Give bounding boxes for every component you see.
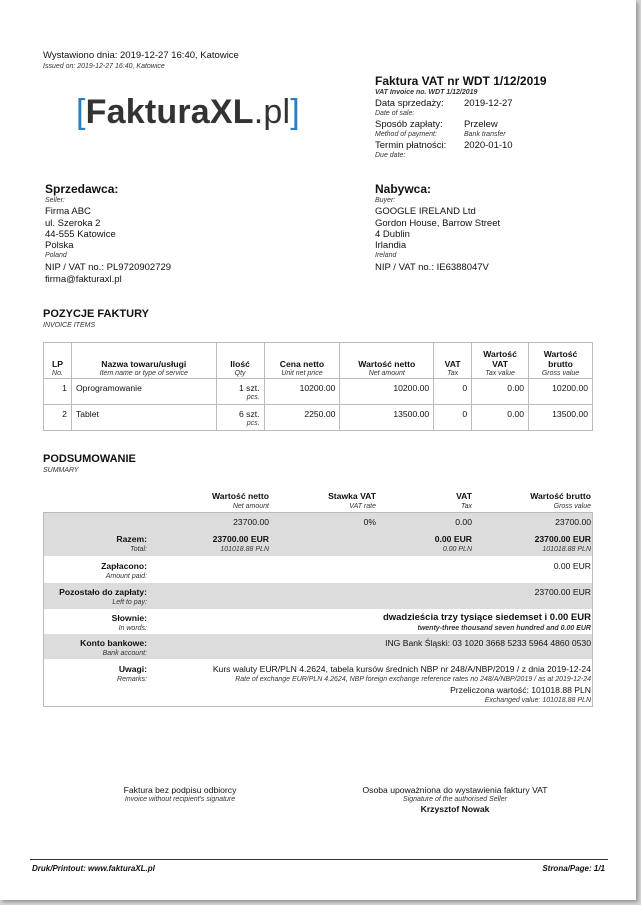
due-date-value: 2020-01-10 [464,140,513,151]
buyer-title: Nabywca: [375,182,432,196]
sale-date-label: Data sprzedaży: [375,98,444,109]
signature-right: Osoba upoważniona do wystawienia faktury VAT [362,785,548,795]
col-lp: LP No. [44,343,72,379]
summary-title: PODSUMOWANIE [43,453,136,465]
footer-divider [30,859,608,860]
buyer-name: GOOGLE IRELAND Ltd [375,206,476,217]
paid-value: 0.00 EUR [553,561,591,571]
col-gross: Wartość brutto Gross value [529,343,593,379]
seller-street: ul. Szeroka 2 [45,218,101,229]
items-title: POZYCJE FAKTURY [43,308,149,320]
sum-head-rate: Stawka VAT [328,491,376,501]
sum-head-vat: VAT [456,491,472,501]
payment-method-sub: Method of payment: [375,131,437,138]
buyer-country: Irlandia [375,240,407,251]
invoice-title: Faktura VAT nr WDT 1/12/2019 [375,74,547,88]
bank-value: ING Bank Śląski: 03 1020 3668 5233 5964 4860 0530 [385,638,591,648]
seller-country: Polska [45,240,74,251]
invoice-page: Wystawiono dnia: 2019-12-27 16:40, Katowice Issued on: 2019-12-27 16:40, Katowice [FakturaXL.pl] Faktura VAT nr WDT 1/12/2019 VAT Invoice no. WDT 1/12/2019 Data sprzedaży: 2019-12-27 Date of sale: Sposób zapłaty: Przelew Method of payment: Bank transfer Termin płatności: 2020-01-10 Due date: Sprzedawca: Seller: Firma ABC ul. Szeroka 2 44-555 Katowice Polska Poland NIP / VAT no.: PL9720902729 firma@fakturaxl.pl Nabywca: Buyer: GOOGLE IRELAND Ltd Gordon House, Barrow Street 4 Dublin Irlandia Ireland NIP / VAT no.: IE6388047V POZYCJE FAKTURY INVOICE ITEMS LP No. Nazwa towaru/usługi Item name or type of service Ilość Qty Cena netto Unit net price Wartość netto Net amount VAT Tax Wartość VAT Tax value Wartość brutto Gross value 1 Oprogramowanie 1 szt. pcs. 10200.00 10200.00 0 0.00 10200.00 2 Tablet 6 szt. pcs. 2250.00 13500.00 0 0.00 13500.00 PODSUMOWANIE SUMMARY Wartość netto Net amount Stawka VAT VAT rate VAT Tax Wartość brutto Gross value 23700.00 0% 0.00 23700.00 Razem: Total: 23700.00 EUR 101018.88 PLN 0.00 EUR 0.00 PLN 23700.00 EUR 101018.88 PLN Zapłacono: Amount paid: 0.00 EUR Pozostało do zapłaty: Left to pay: 23700.00 EUR Słownie: In words: dwadzieścia trzy tysiące siedemset i 0.00 EUR twenty-three thousand seven hundred and 0.00 EUR Konto bankowe: Bank account: ING Bank Śląski: 03 1020 3668 5233 5964 4860 0530 Uwagi: Remarks: Kurs waluty EUR/PLN 4.2624, tabela kursów średnich NBP nr 248/A/NBP/2019 / z dnia 2019-12-24 Rate of exchange EUR/PLN 4.2624, NBP foreign exchange reference rates no 248/A/NBP/2019 / as at 2019-12-24 Przeliczona wartość: 101018.88 PLN Exchanged value: 101018.88 PLN Faktura bez podpisu odbiorcy Invoice without recipient's signature Osoba upoważniona do wystawienia faktury VAT Signature of the authorised Seller Krzysztof Nowak Druk/Printout: www.fakturaXL.pl Strona/Page: 1/1 [0,0,636,900]
left-to-pay-value: 23700.00 EUR [534,587,591,597]
footer-printout: Druk/Printout: www.fakturaXL.pl [32,864,155,873]
buyer-sub: Buyer: [375,197,396,204]
payment-method-label: Sposób zapłaty: [375,119,443,130]
sale-date-value: 2019-12-27 [464,98,513,109]
buyer-city: 4 Dublin [375,229,410,240]
seller-name: Firma ABC [45,206,91,217]
payment-method-value-sub: Bank transfer [464,131,506,138]
table-row: 2 Tablet 6 szt. pcs. 2250.00 13500.00 0 0.00 13500.00 [44,405,593,431]
signatory-name: Krzysztof Nowak [420,804,490,814]
seller-title: Sprzedawca: [45,182,119,196]
col-unit-price: Cena netto Unit net price [264,343,340,379]
items-header-row [44,343,593,379]
remarks-line2: Przeliczona wartość: 101018.88 PLN [450,685,591,695]
left-to-pay-label: Pozostało do zapłaty: [59,587,147,597]
seller-city: 44-555 Katowice [45,229,116,240]
words-value: dwadzieścia trzy tysiące siedemset i 0.00 EUR [382,612,591,623]
buyer-country-sub: Ireland [375,252,397,259]
issue-sub: Issued on: 2019-12-27 16:40, Katowice [43,63,165,70]
remarks-line1: Kurs waluty EUR/PLN 4.2624, tabela kursów średnich NBP nr 248/A/NBP/2019 / z dnia 2019-12-24 [212,664,591,674]
invoice-title-sub: VAT Invoice no. WDT 1/12/2019 [375,89,478,96]
words-label: Słownie: [111,613,147,623]
seller-email: firma@fakturaxl.pl [45,274,122,285]
due-date-sub: Due date: [375,152,406,159]
seller-vat: NIP / VAT no.: PL9720902729 [45,262,172,273]
issue-line: Wystawiono dnia: 2019-12-27 16:40, Katowice [43,50,239,61]
col-vat: VAT Tax [434,343,472,379]
seller-sub: Seller: [45,197,65,204]
col-net: Wartość netto Net amount [340,343,434,379]
col-name: Nazwa towaru/usługi Item name or type of service [71,343,216,379]
table-row: 1 Oprogramowanie 1 szt. pcs. 10200.00 10200.00 0 0.00 10200.00 [44,379,593,405]
col-qty: Ilość Qty [216,343,264,379]
footer-page: Strona/Page: 1/1 [542,864,605,873]
bank-label: Konto bankowe: [80,638,147,648]
sum-head-gross: Wartość brutto [530,491,591,501]
due-date-label: Termin płatności: [375,140,447,151]
payment-method-value: Przelew [464,119,498,130]
seller-country-sub: Poland [45,252,67,259]
items-table [43,342,593,431]
items-sub: INVOICE ITEMS [43,322,96,329]
fakturaxl-logo: [FakturaXL.pl] [76,93,300,131]
col-vat-value: Wartość VAT Tax value [472,343,529,379]
sale-date-sub: Date of sale: [375,110,415,117]
buyer-vat: NIP / VAT no.: IE6388047V [375,262,489,273]
remarks-label: Uwagi: [118,664,147,674]
signature-left: Faktura bez podpisu odbiorcy [123,785,237,795]
summary-sub: SUMMARY [43,467,79,474]
sum-head-net: Wartość netto [212,491,269,501]
buyer-street: Gordon House, Barrow Street [375,218,501,229]
paid-label: Zapłacono: [101,561,147,571]
